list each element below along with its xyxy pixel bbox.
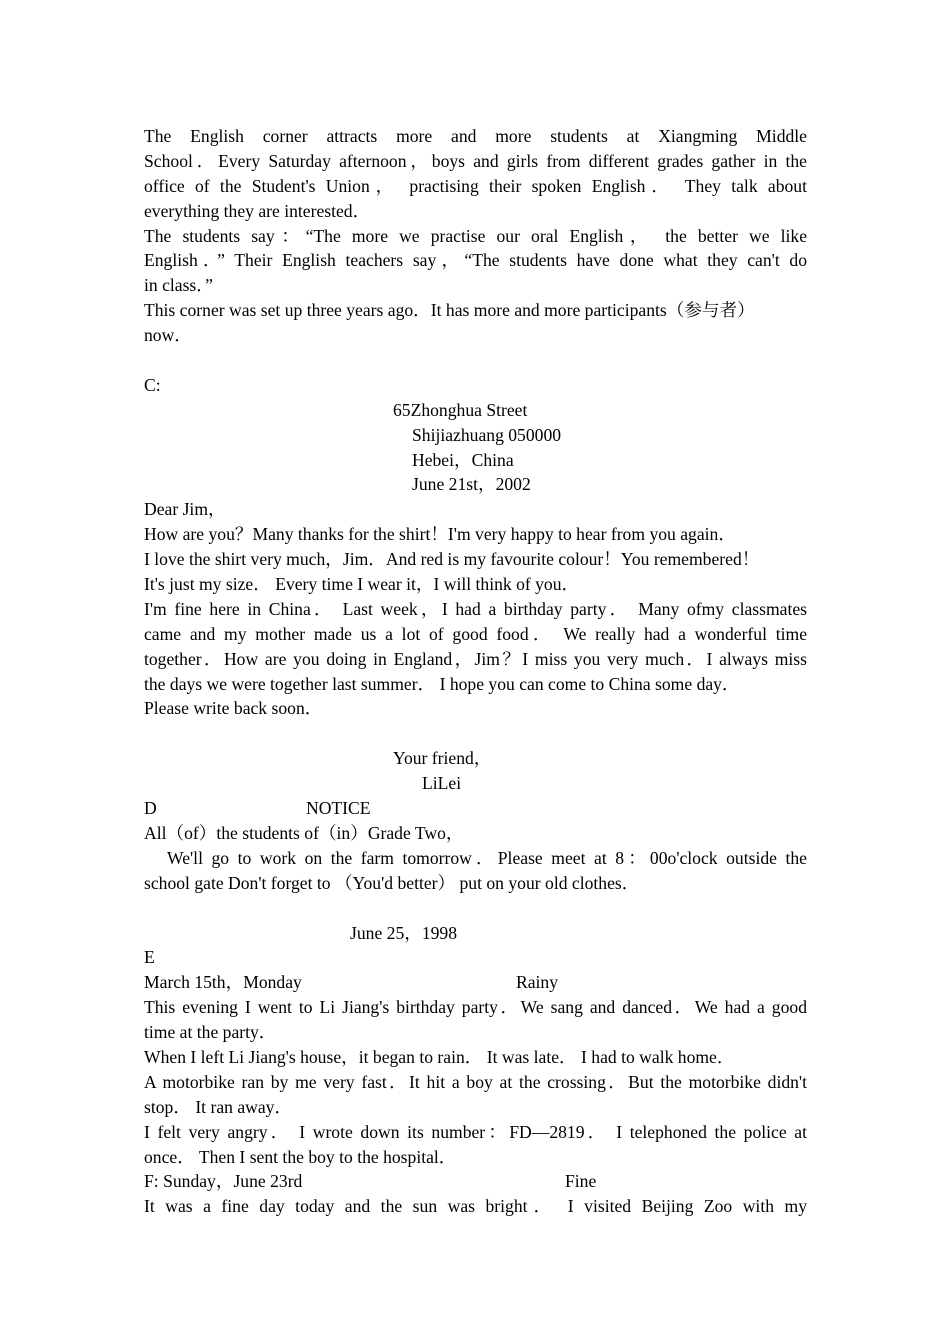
diary-weather: Rainy (516, 972, 559, 993)
paragraph-line: This corner was set up three years ago．It has more and more participants（参与者） (144, 300, 755, 321)
letter-line: How are you？Many thanks for the shirt！I'm very happy to hear from you again． (144, 524, 736, 545)
letter-line: Please write back soon． (144, 698, 323, 719)
letter-address-line: Shijiazhuang 050000 (412, 424, 562, 445)
letter-address-line: 65Zhonghua Street (393, 399, 528, 420)
section-label: E (144, 947, 155, 968)
diary-line: I felt very angry． I wrote down its number：FD—2819． I telephoned the police at (144, 1121, 807, 1142)
diary-weather: Fine (565, 1171, 597, 1192)
diary-date: F: Sunday，June 23rd (144, 1171, 303, 1192)
paragraph-line: The students say：“The more we practise our oral English， the better we like (144, 225, 807, 246)
letter-line: It's just my size． Every time I wear it，I will think of you． (144, 574, 580, 595)
notice-title: NOTICE (306, 798, 371, 819)
paragraph-line: School．Every Saturday afternoon，boys and girls from different grades gather in the (144, 150, 807, 171)
letter-line: the days we were together last summer． I hope you can come to China some day． (144, 673, 740, 694)
notice-line: school gate Don't forget to （You'd better） put on your old clothes． (144, 872, 640, 893)
section-label: C: (144, 374, 161, 395)
section-label: D (144, 798, 157, 819)
diary-line: When I left Li Jiang's house，it began to rain． It was late． I had to walk home． (144, 1046, 735, 1067)
notice-line: All（of）the students of（in）Grade Two， (144, 822, 464, 843)
paragraph-line: now． (144, 325, 192, 346)
letter-greeting: Dear Jim， (144, 499, 226, 520)
letter-line: came and my mother made us a lot of good food． We really had a wonderful time (144, 623, 807, 644)
notice-line: We'll go to work on the farm tomorrow．Please meet at 8：00o'clock outside the (167, 847, 807, 868)
diary-line: stop． It ran away． (144, 1096, 293, 1117)
diary-line: It was a fine day today and the sun was bright． I visited Beijing Zoo with my (144, 1196, 807, 1217)
paragraph-line: The English corner attracts more and more students at Xiangming Middle (144, 126, 807, 146)
diary-line: once． Then I sent the boy to the hospital． (144, 1146, 457, 1167)
letter-date: June 21st，2002 (412, 474, 531, 495)
paragraph-line: English．” Their English teachers say，“The students have done what they can't do (144, 250, 807, 271)
letter-closing: Your friend， (393, 748, 492, 769)
paragraph-line: office of the Student's Union， practising their spoken English． They talk about (144, 175, 807, 196)
letter-line: I love the shirt very much，Jim．And red is my favourite colour！You remembered！ (144, 549, 760, 570)
diary-line: A motorbike ran by me very fast．It hit a boy at the crossing．But the motorbike didn't (144, 1071, 807, 1092)
paragraph-line: everything they are interested． (144, 200, 371, 221)
letter-line: together．How are you doing in England，Jim？I miss you very much．I always miss (144, 648, 807, 669)
letter-line: I'm fine here in China． Last week，I had a birthday party． Many ofmy classmates (144, 598, 807, 619)
paragraph-line: in class．” (144, 275, 213, 296)
document-page (144, 124, 807, 1219)
letter-signature: LiLei (422, 773, 462, 794)
notice-date: June 25，1998 (350, 922, 458, 943)
diary-line: time at the party． (144, 1022, 277, 1043)
diary-date: March 15th，Monday (144, 972, 302, 993)
letter-address-line: Hebei，China (412, 449, 514, 470)
diary-line: This evening I went to Li Jiang's birthday party．We sang and danced．We had a good (144, 997, 807, 1018)
